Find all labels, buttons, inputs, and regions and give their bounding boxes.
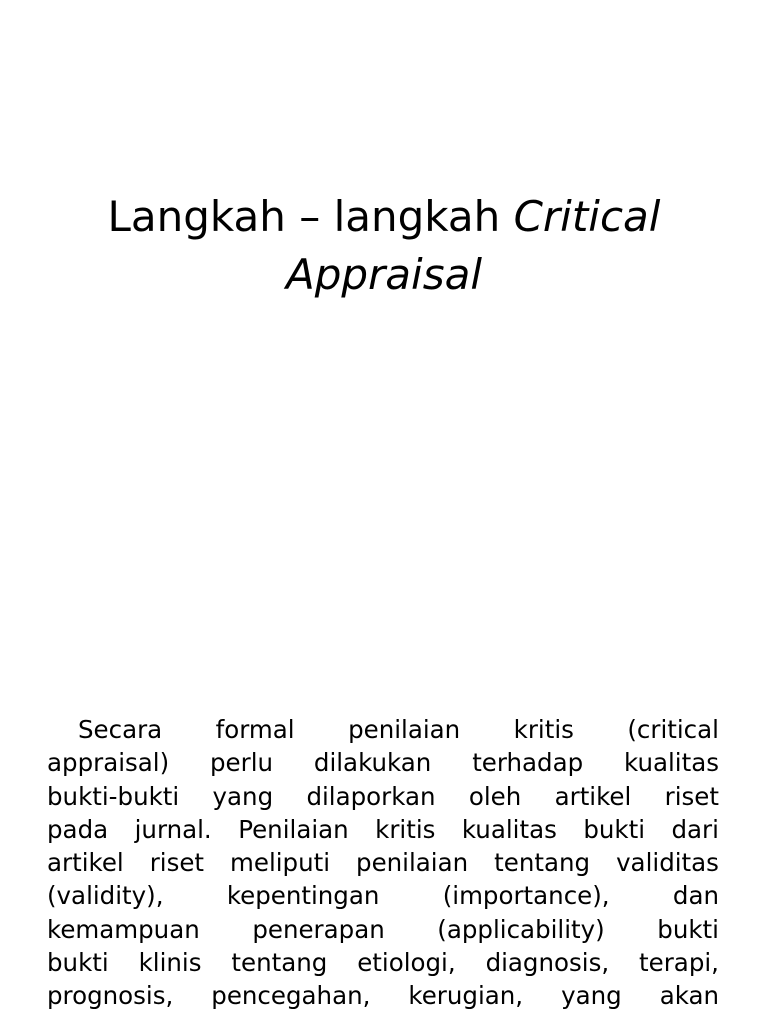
body-word: dilakukan <box>313 748 432 778</box>
slide-title-line-1 <box>0 188 768 246</box>
body-word: pencegahan, <box>211 981 371 1011</box>
body-line <box>47 780 719 813</box>
slide-title <box>0 188 768 304</box>
title-italic-text: Critical <box>513 192 661 241</box>
body-line <box>47 846 719 879</box>
body-word: pada <box>47 814 109 844</box>
body-word: bukti <box>583 814 646 844</box>
body-word: yang <box>561 981 622 1011</box>
body-word: yang <box>212 781 274 811</box>
body-paragraph <box>47 713 719 1013</box>
body-word: penilaian <box>356 848 469 878</box>
body-word: Secara <box>78 715 163 744</box>
body-word: perlu <box>210 748 274 778</box>
body-word: kepentingan <box>226 881 380 911</box>
body-word: tentang <box>494 848 591 878</box>
body-word: kemampuan <box>47 914 200 944</box>
body-word: kritis <box>513 715 574 744</box>
body-word: (validity), <box>47 881 164 911</box>
body-word: riset <box>664 781 719 811</box>
body-word: terhadap <box>472 748 584 778</box>
body-word: diagnosis, <box>485 948 610 978</box>
body-word: akan <box>659 981 719 1011</box>
body-word: appraisal) <box>47 748 170 778</box>
body-word: bukti <box>47 948 109 978</box>
body-word: prognosis, <box>47 981 174 1011</box>
body-word: klinis <box>138 948 202 978</box>
body-word: Penilaian <box>238 814 349 844</box>
body-word: artikel <box>47 848 124 878</box>
body-line <box>47 979 719 1012</box>
body-word: artikel <box>554 781 632 811</box>
body-word: (applicability) <box>437 914 605 944</box>
slide-title-line-2: Appraisal <box>285 250 482 299</box>
body-word: validitas <box>616 848 719 878</box>
body-word: bukti-bukti <box>47 781 180 811</box>
body-word: etiologi, <box>357 948 456 978</box>
title-regular-text: Langkah – langkah <box>107 192 501 241</box>
body-word: kritis <box>375 814 436 844</box>
body-word: riset <box>149 848 205 878</box>
body-line <box>47 713 719 746</box>
body-word: tentang <box>231 948 328 978</box>
body-word: penerapan <box>252 914 385 944</box>
body-line <box>47 946 719 979</box>
body-word: kerugian, <box>408 981 524 1011</box>
body-word: kualitas <box>461 814 557 844</box>
body-word: oleh <box>468 781 522 811</box>
body-line <box>47 746 719 779</box>
body-word: meliputi <box>230 848 331 878</box>
body-word: kualitas <box>624 748 719 778</box>
body-word: formal <box>215 715 295 744</box>
body-word: jurnal. <box>134 814 212 844</box>
body-word: penilaian <box>348 715 461 744</box>
body-word: dari <box>671 814 719 844</box>
body-word: (importance), <box>442 881 610 911</box>
body-word: dan <box>672 881 719 911</box>
body-line <box>47 879 719 912</box>
body-word: dilaporkan <box>306 781 436 811</box>
body-line <box>47 913 719 946</box>
body-word: (critical <box>627 715 719 744</box>
body-word: terapi, <box>639 948 719 978</box>
body-line <box>47 813 719 846</box>
body-word: bukti <box>657 914 719 944</box>
